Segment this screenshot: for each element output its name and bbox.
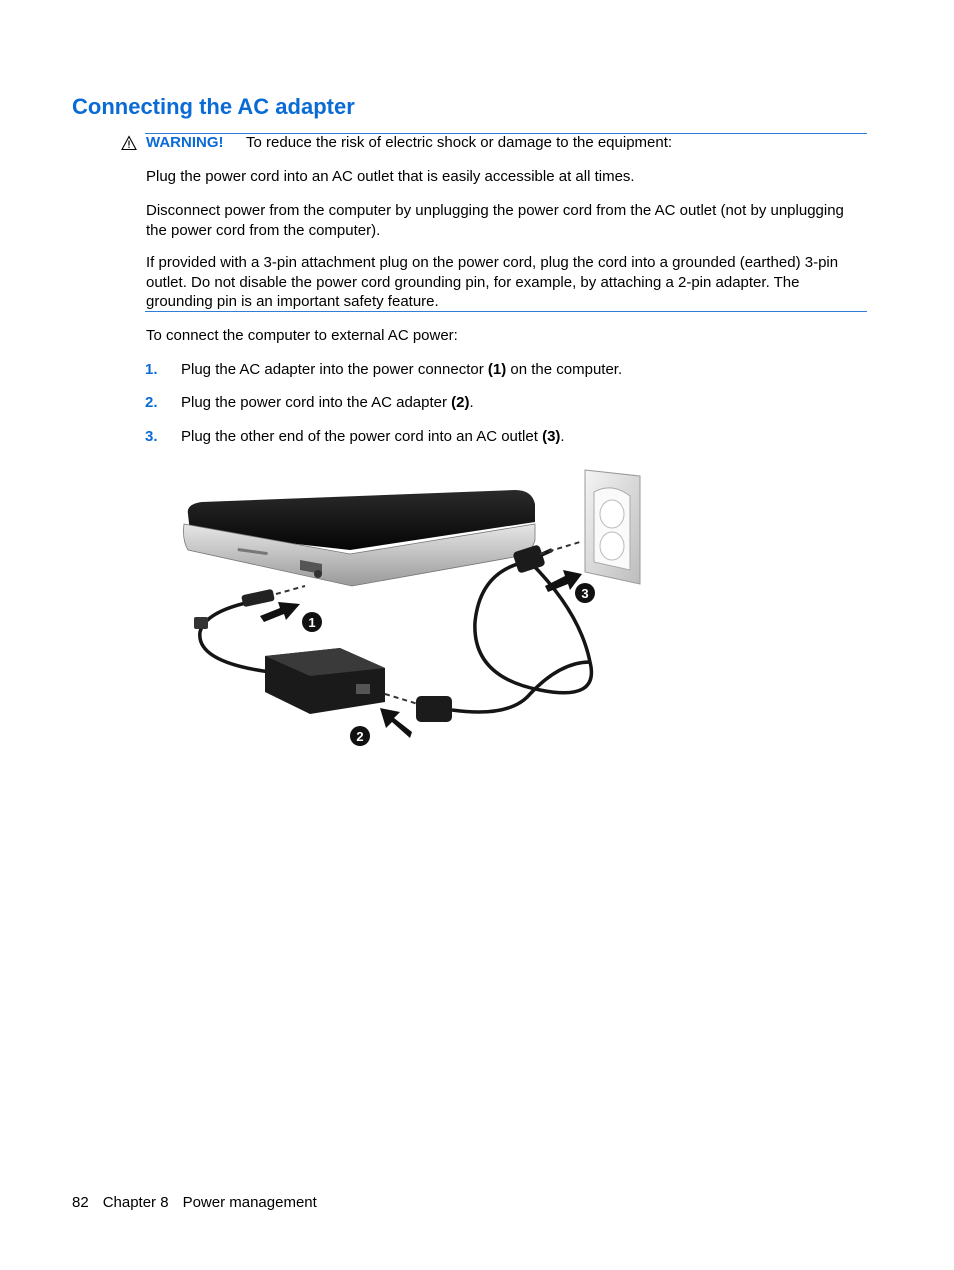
ac-adapter-brick-graphic [265,648,385,714]
warning-label: WARNING! [146,134,224,151]
arrow-1-graphic [260,602,300,622]
chapter-title: Power management [182,1194,317,1211]
step-number: 2. [145,394,158,411]
wall-outlet-graphic [585,470,640,584]
page-number: 82 [72,1194,89,1211]
warning-triangle-icon [121,135,137,151]
warning-paragraph: If provided with a 3-pin attachment plug on the power cord, plug the cord into a grounded (earthed) 3-pin outlet. Do not disable the power cord grounding pin, for example, by attaching a 2-pin adapter. The grounding pin is an important safety feature. [146,254,839,310]
warning-paragraph: Disconnect power from the computer by unplugging the power cord from the AC outlet (not by unplugging the power cord from the computer). [146,202,844,239]
callout-1 [302,612,322,632]
adapter-cord-plug-graphic [416,696,452,722]
step-text: Plug the AC adapter into the power connector (1) on the computer. [181,361,623,378]
page-footer [72,1193,331,1213]
callout-2 [350,726,370,746]
step-number: 3. [145,428,158,445]
callout-1-label: 1 [308,615,316,630]
chapter-label: Chapter 8 [102,1194,169,1211]
laptop-graphic [184,490,536,586]
step-number: 1. [145,361,158,378]
callout-2-label: 2 [356,729,364,744]
dc-cable-graphic [200,602,270,672]
step-text: Plug the other end of the power cord into an AC outlet (3). [181,428,565,445]
callout-3-label: 3 [581,586,589,601]
arrow-2-graphic [380,708,412,738]
callout-3 [575,583,595,603]
step-text: Plug the power cord into the AC adapter (2). [181,394,474,411]
procedure-intro: To connect the computer to external AC power: [146,327,458,344]
warning-paragraph: Plug the power cord into an AC outlet that is easily accessible at all times. [146,168,635,185]
page-title: Connecting the AC adapter [72,94,355,119]
warning-bottom-rule [145,311,867,312]
warning-intro: To reduce the risk of electric shock or damage to the equipment: [246,134,673,151]
ac-adapter-illustration [180,462,650,762]
